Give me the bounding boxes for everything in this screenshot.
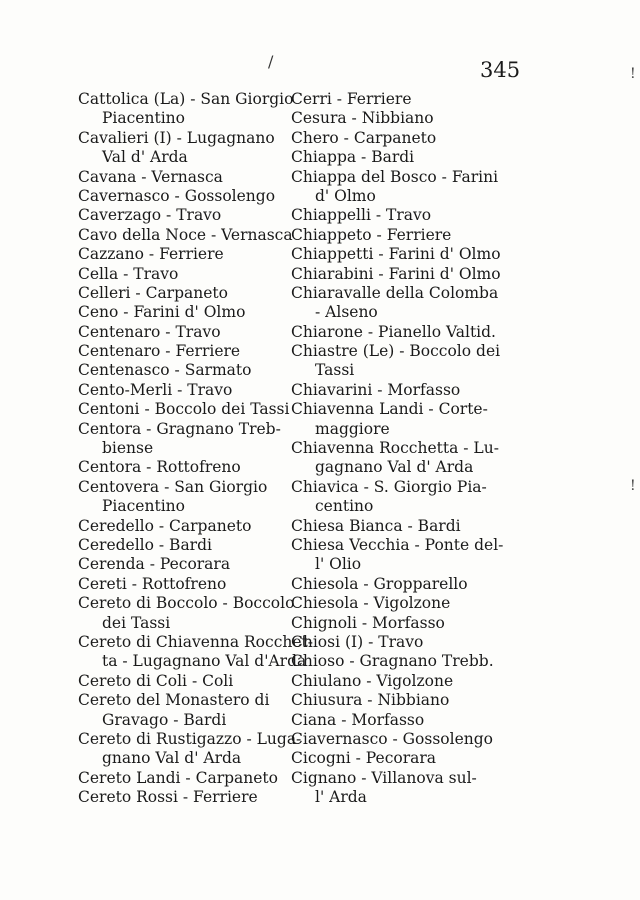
index-entry: Chiesola - Gropparello	[291, 574, 468, 593]
index-entry: Chiastre (Le) - Boccolo dei	[291, 342, 501, 361]
index-entry: Chiarone - Pianello Valtid.	[291, 322, 496, 341]
index-entry-continuation: maggiore	[315, 419, 390, 438]
index-entry: Cereto Landi - Carpaneto	[78, 768, 278, 787]
index-entry-continuation: l' Olio	[315, 555, 362, 574]
edge-mark: !	[630, 66, 636, 82]
index-entry: Ceredello - Carpaneto	[78, 516, 252, 535]
index-entry: Ceredello - Bardi	[78, 535, 212, 554]
index-entry: Cignano - Villanova sul-	[291, 768, 477, 787]
index-entry-continuation: gagnano Val d' Arda	[315, 458, 474, 477]
index-entry: Chiesa Bianca - Bardi	[291, 516, 461, 535]
index-entry-continuation: gnano Val d' Arda	[102, 749, 242, 768]
index-entry: Chiulano - Vigolzone	[291, 671, 454, 690]
index-entry: Cazzano - Ferriere	[78, 245, 224, 264]
index-entry: Chiavica - S. Giorgio Pia-	[291, 477, 487, 496]
index-entry: Chiosi (I) - Travo	[291, 632, 424, 651]
index-entry: Celleri - Carpaneto	[78, 283, 228, 302]
index-entry: Cerri - Ferriere	[291, 90, 412, 108]
index-entry: Chiusura - Nibbiano	[291, 691, 450, 710]
index-entry: Cerenda - Pecorara	[78, 555, 231, 574]
index-entry-continuation: biense	[102, 439, 154, 458]
index-entry: Chiavenna Landi - Corte-	[291, 400, 488, 419]
index-entry-continuation: d' Olmo	[315, 186, 376, 205]
index-entry-continuation: - Alseno	[315, 303, 378, 322]
index-entry: Centenaro - Travo	[78, 322, 221, 341]
index-entry-continuation: l' Arda	[315, 788, 367, 807]
index-entry: Chiappa - Bardi	[291, 148, 415, 167]
index-entry: Cereto di Boccolo - Boccolo	[78, 594, 295, 613]
index-entry-continuation: dei Tassi	[102, 613, 171, 632]
index-entry: Cattolica (La) - San Giorgio	[78, 90, 294, 108]
index-entry: Chiavarini - Morfasso	[291, 380, 461, 399]
index-entry: Cereto di Rustigazzo - Luga-	[78, 729, 302, 748]
index-entry-continuation: Tassi	[315, 361, 355, 380]
index-entry: Cereto Rossi - Ferriere	[78, 788, 258, 807]
index-entry: Centoni - Boccolo dei Tassi	[78, 400, 290, 419]
index-entry: Caverzago - Travo	[78, 206, 222, 225]
index-entry: Centovera - San Giorgio	[78, 477, 268, 496]
index-entry: Cesura - Nibbiano	[291, 109, 434, 128]
index-entry: Ciavernasco - Gossolengo	[291, 729, 493, 748]
index-entry: Cento-Merli - Travo	[78, 380, 233, 399]
index-entry: Centenasco - Sarmato	[78, 361, 252, 380]
index-entry-continuation: centino	[315, 497, 374, 516]
index-entry: Chiappeto - Ferriere	[291, 225, 452, 244]
page-number: 345	[480, 58, 521, 82]
index-entry: Chiappelli - Travo	[291, 206, 432, 225]
index-entry-continuation: ta - Lugagnano Val d'Arda	[102, 652, 307, 671]
stray-mark: /	[268, 52, 274, 71]
index-entry: Chignoli - Morfasso	[291, 613, 445, 632]
index-entry: Centora - Gragnano Treb-	[78, 419, 281, 438]
index-entry: Cavernasco - Gossolengo	[78, 186, 276, 205]
index-entry: Cereto di Chiavenna Rocchet-	[78, 632, 313, 651]
index-entry-continuation: Piacentino	[102, 497, 185, 516]
index-entry: Centora - Rottofreno	[78, 458, 241, 477]
index-entry: Ceno - Farini d' Olmo	[78, 303, 246, 322]
index-entry: Cereti - Rottofreno	[78, 574, 227, 593]
index-entry: Cereto del Monastero di	[78, 691, 270, 710]
index-entry-continuation: Val d' Arda	[102, 148, 188, 167]
index-entry-continuation: Piacentino	[102, 109, 185, 128]
index-entry: Chioso - Gragnano Trebb.	[291, 652, 494, 671]
index-entry: Cavana - Vernasca	[78, 167, 223, 186]
index-entry: Chiappetti - Farini d' Olmo	[291, 245, 501, 264]
index-entry: Cereto di Coli - Coli	[78, 671, 234, 690]
index-entry: Chiappa del Bosco - Farini	[291, 167, 499, 186]
index-entry: Cicogni - Pecorara	[291, 749, 437, 768]
index-entry: Chero - Carpaneto	[291, 128, 437, 147]
index-entry: Chiaravalle della Colomba	[291, 283, 499, 302]
index-entry: Chiesa Vecchia - Ponte del-	[291, 535, 504, 554]
left-column	[78, 90, 313, 807]
index-entry: Cella - Travo	[78, 264, 179, 283]
index-entry: Chiarabini - Farini d' Olmo	[291, 264, 501, 283]
index-entry: Centenaro - Ferriere	[78, 342, 241, 361]
index-entry: Ciana - Morfasso	[291, 710, 425, 729]
right-column	[291, 90, 521, 807]
index-entry: Chiavenna Rocchetta - Lu-	[291, 439, 499, 458]
index-entry: Cavalieri (I) - Lugagnano	[78, 128, 275, 147]
edge-mark: !	[630, 478, 636, 494]
index-entry-continuation: Gravago - Bardi	[102, 710, 227, 729]
index-entry: Chiesola - Vigolzone	[291, 594, 451, 613]
index-entry: Cavo della Noce - Vernasca	[78, 225, 293, 244]
